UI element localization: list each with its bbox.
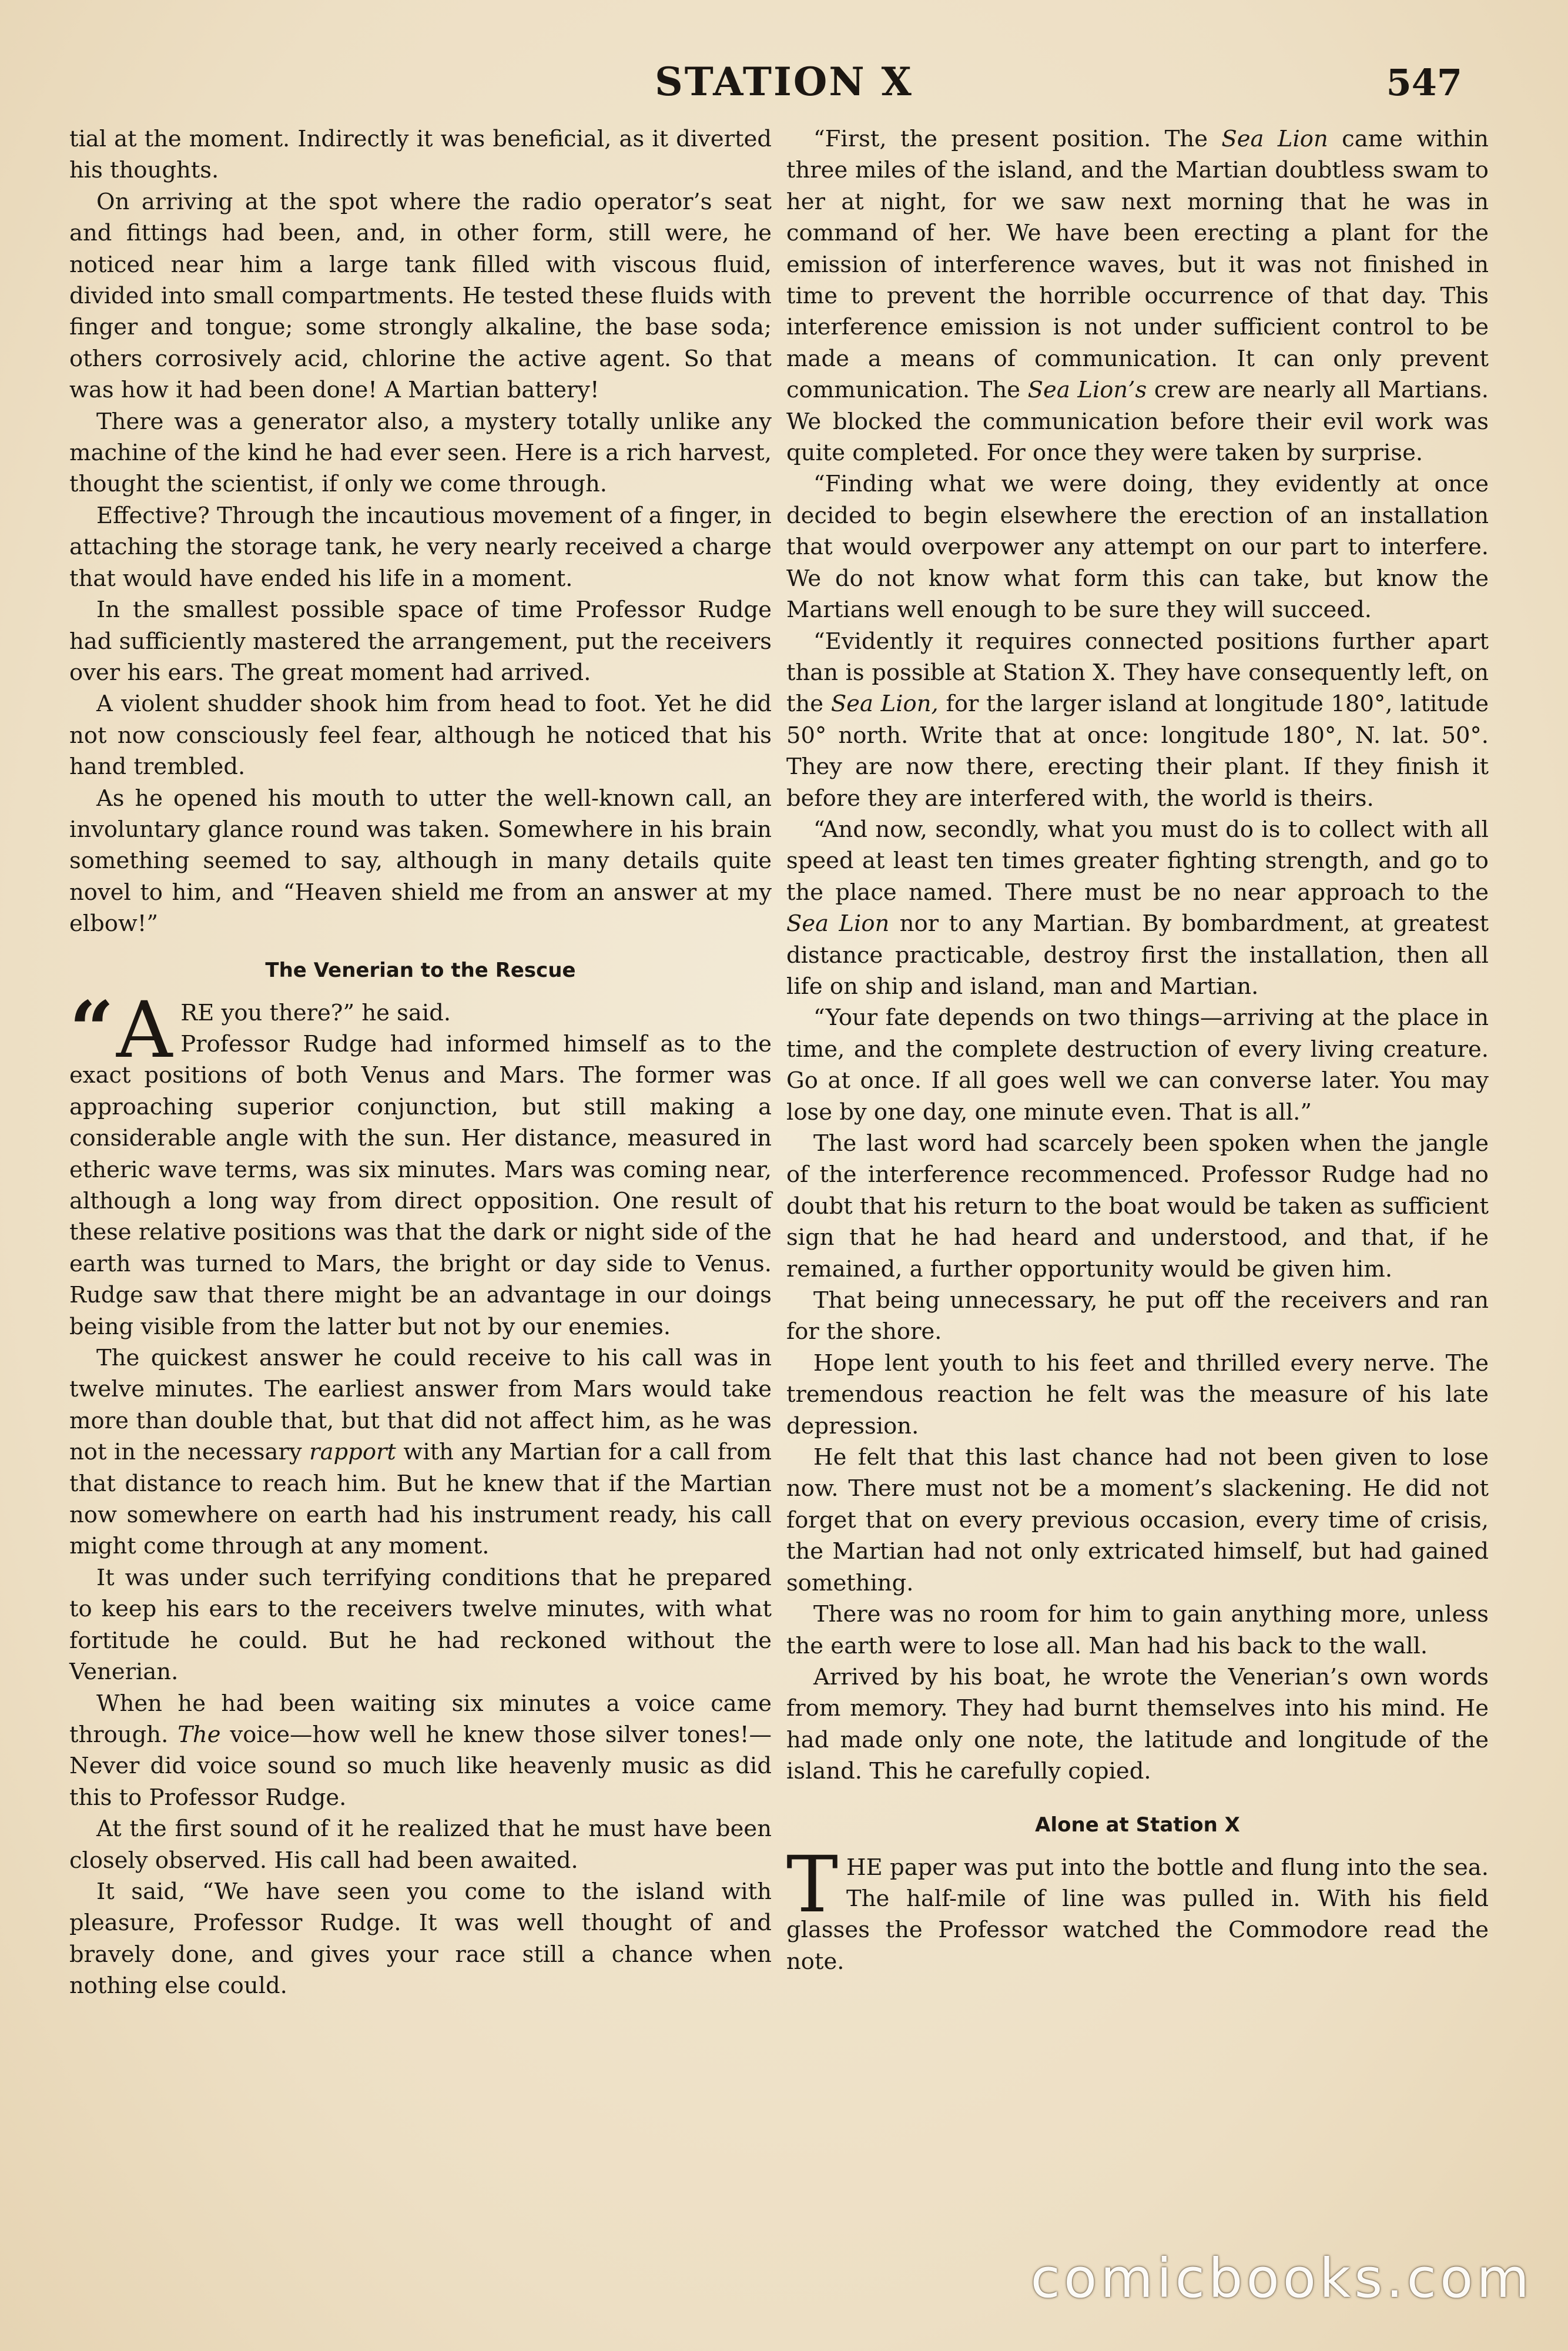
section-heading: The Venerian to the Rescue bbox=[265, 958, 576, 982]
italic-text: The bbox=[177, 1721, 221, 1748]
paragraph-text: “First, the present position. The bbox=[813, 126, 1222, 152]
paragraph-text: nor to any Martian. By bombardment, at greatest distance practicable, destroy first the installation, then all life on ship and island, man and Martian. bbox=[786, 910, 1489, 1000]
paragraph-text: RE you there?” he said. bbox=[180, 999, 451, 1026]
paragraph-text: HE paper was put into the bottle and flung into the sea. The half-mile of line was pulled in. With his field glasses the Professor watched the Commodore read the note. bbox=[786, 1854, 1489, 1975]
right-column bbox=[786, 123, 1489, 1977]
paragraph: It was under such terrifying conditions that he prepared to keep his ears to the receivers twelve minutes, with what fortitude he could. But he had reckoned without the Venerian. bbox=[69, 1564, 772, 1686]
paragraph: “Finding what we were doing, they evidently at once decided to begin elsewhere the erection of an installation that would overpower any attempt on our part to interfere. We do not know what form this can take, but know the Martians well enough to be sure they will succeed. bbox=[786, 471, 1489, 624]
paragraph-text: crew are nearly all Martians. We blocked the communication before their evil work was quite completed. For once they were taken by surprise. bbox=[786, 377, 1489, 467]
opening-quote: “ bbox=[69, 984, 114, 1076]
paragraph bbox=[69, 984, 772, 1342]
page-number: 547 bbox=[1386, 61, 1462, 104]
running-title: STATION X bbox=[655, 59, 913, 105]
paragraph-text: When he had been waiting six minutes a voice came through. bbox=[69, 1690, 772, 1748]
italic-text: Sea Lion bbox=[1221, 126, 1328, 152]
paragraph: “Your fate depends on two things—arriving at the place in time, and the complete destruction of every living creature. Go at once. If all goes well we can converse later. You may lose by one day, one minute even. That is all.” bbox=[786, 1004, 1489, 1126]
paragraph: On arriving at the spot where the radio operator’s seat and fittings had been, and, in other form, still were, he noticed near him a large tank filled with viscous fluid, divided into small compartments. He tested these fluids with finger and tongue; some strongly alkaline, the base soda; others corrosively acid, chlorine the active agent. So that was how it had been done! A Martian battery! bbox=[69, 188, 772, 404]
paragraph-text: “Evidently it requires connected positions further apart than is possible at Station X. They have consequently left, on the bbox=[786, 628, 1489, 718]
drop-cap bbox=[69, 984, 173, 1076]
paragraph: Effective? Through the incautious movement of a finger, in attaching the storage tank, he very nearly received a charge that would have ended his life in a moment. bbox=[69, 502, 772, 592]
paragraph-text: The quickest answer he could receive to his call was in twelve minutes. The earliest answer from Mars would take more than double that, but that did not affect him, as he was not in the necessary bbox=[69, 1345, 772, 1466]
drop-cap-letter: A bbox=[116, 984, 173, 1076]
paragraph bbox=[69, 1342, 772, 1562]
paragraph: There was no room for him to gain anything more, unless the earth were to lose all. Man had his back to the wall. bbox=[786, 1601, 1489, 1659]
paragraph bbox=[69, 1688, 772, 1814]
paragraph bbox=[786, 626, 1489, 814]
watermark: comicbooks.com bbox=[1030, 2247, 1533, 2310]
paragraph: At the first sound of it he realized that he must have been closely observed. His call had been awaited. bbox=[69, 1816, 772, 1874]
paragraph-text: for the larger island at longitude 180°, latitude 50° north. Write that at once: longitude 180°, N. lat. 50°. They are now there, erecting their plant. If they finish it before they are interfered with, the world is theirs. bbox=[786, 691, 1489, 812]
paragraph bbox=[786, 814, 1489, 1002]
paragraph-text: “And now, secondly, what you must do is to collect with all speed at least ten times greater fighting strength, and go to the place named. There must be no near approach to the bbox=[786, 816, 1489, 906]
paragraph: That being unnecessary, he put off the receivers and ran for the shore. bbox=[786, 1287, 1489, 1345]
paragraph-text: voice—how well he knew those silver tones!—Never did voice sound so much like heavenly music as did this to Professor Rudge. bbox=[69, 1721, 772, 1811]
drop-cap: T bbox=[786, 1839, 839, 1930]
italic-text: Sea Lion, bbox=[830, 691, 939, 718]
paragraph: The last word had scarcely been spoken when the jangle of the interference recommenced. Professor Rudge had no doubt that his return to the boat would be taken as sufficient sign that he had heard and understood, and that, if he remained, a further opportunity would be given him. bbox=[786, 1130, 1489, 1282]
left-column bbox=[69, 123, 772, 2002]
paragraph bbox=[786, 1839, 1489, 1978]
paragraph: There was a generator also, a mystery totally unlike any machine of the kind he had ever seen. Here is a rich harvest, thought the scientist, if only we come through. bbox=[69, 408, 772, 498]
paragraph: In the smallest possible space of time Professor Rudge had sufficiently mastered the arrangement, put the receivers over his ears. The great moment had arrived. bbox=[69, 597, 772, 686]
paragraph-text: Professor Rudge had informed himself as to the exact positions of both Venus and Mars. The former was approaching superior conjunction, but still making a considerable angle with the sun. Her distance, measured in etheric wave terms, was six minutes. Mars was coming near, although a long way from direct opposition. One result of these relative positions was that the dark or night side of the earth was turned to Mars, the bright or day side to Venus. Rudge saw that there might be an advantage in our doings being visible from the latter but not by our enemies. bbox=[69, 1030, 772, 1340]
section-heading: Alone at Station X bbox=[1035, 1813, 1240, 1837]
paragraph: It said, “We have seen you come to the island with pleasure, Professor Rudge. It was well thought of and bravely done, and gives your race still a chance when nothing else could. bbox=[69, 1878, 772, 2000]
paragraph-text: with any Martian for a call from that distance to reach him. But he knew that if the Martian now somewhere on earth had his instrument ready, his call might come through at any moment. bbox=[69, 1439, 772, 1560]
paragraph bbox=[786, 123, 1489, 468]
paragraph: Hope lent youth to his feet and thrilled every nerve. The tremendous reaction he felt was the measure of his late depression. bbox=[786, 1349, 1489, 1439]
paragraph-text: came within three miles of the island, and the Martian doubtless swam to her at night, for we saw next morning that he was in command of her. We have been erecting a plant for the emission of interference waves, but it was not finished in time to prevent the horrible occurrence of that day. This interference emission is not under sufficient control to be made a means of communication. It can only prevent communication. The bbox=[786, 126, 1489, 404]
paragraph: Arrived by his boat, he wrote the Venerian’s own words from memory. They had burnt themselves into his mind. He had made only one note, the latitude and longitude of the island. This he carefully copied. bbox=[786, 1663, 1489, 1785]
italic-text: rapport bbox=[309, 1439, 396, 1466]
italic-text: Sea Lion’s bbox=[1027, 377, 1147, 404]
paragraph: tial at the moment. Indirectly it was beneficial, as it diverted his thoughts. bbox=[69, 126, 772, 184]
italic-text: Sea Lion bbox=[786, 910, 890, 937]
paragraph: A violent shudder shook him from head to foot. Yet he did not now consciously feel fear, although he noticed that his hand trembled. bbox=[69, 691, 772, 781]
paragraph: As he opened his mouth to utter the well-known call, an involuntary glance round was taken. Somewhere in his brain something seemed to say, although in many details quite novel to him, and “Heaven shield me from an answer at my elbow!” bbox=[69, 785, 772, 937]
paragraph: He felt that this last chance had not been given to lose now. There must not be a moment’s slackening. He did not forget that on every previous occasion, every time of crisis, the Martian had not only extricated himself, but had gained something. bbox=[786, 1444, 1489, 1596]
